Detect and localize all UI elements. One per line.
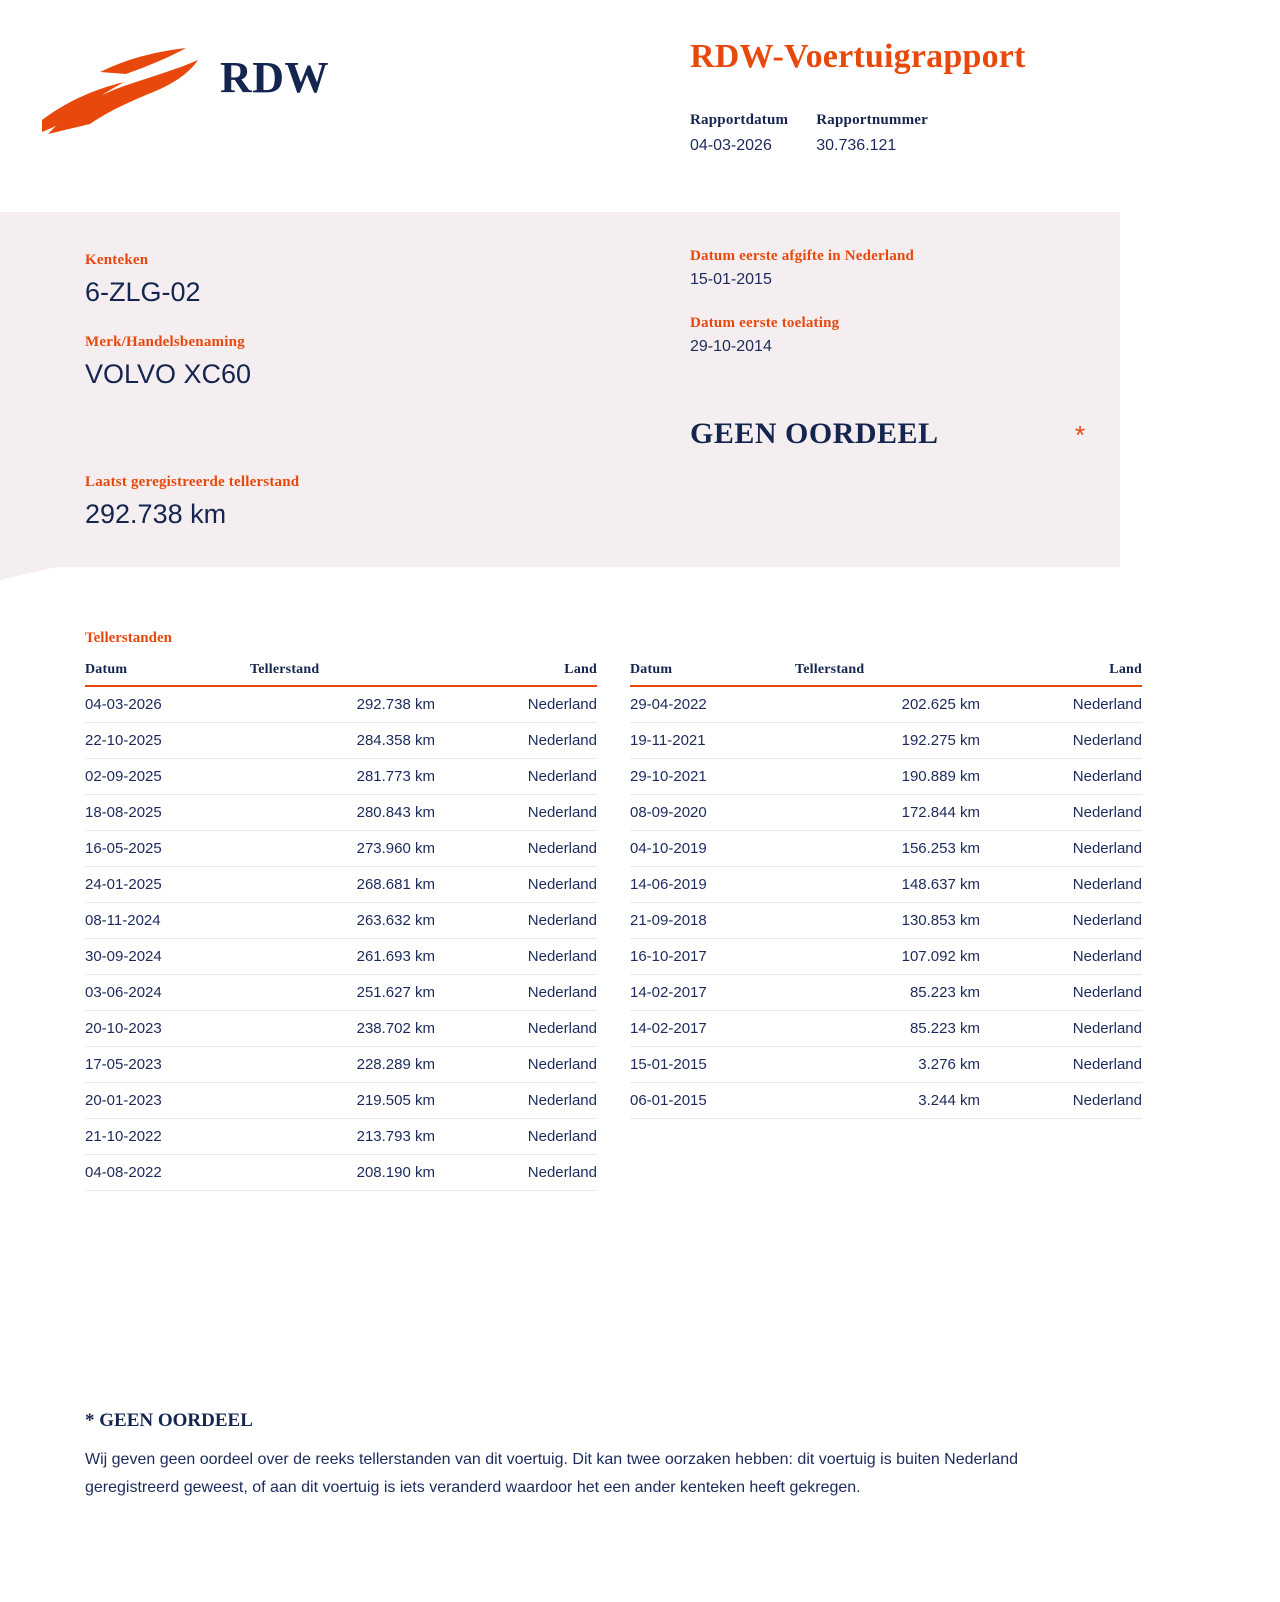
cell-date: 21-09-2018 [630, 903, 795, 939]
column-header-mileage: Tellerstand [795, 662, 1042, 686]
page-title: RDW-Voertuigrapport [690, 38, 1026, 75]
table-row [85, 867, 597, 903]
cell-mileage: 292.738 km [250, 686, 497, 723]
table-row [630, 867, 1142, 903]
report-meta [690, 112, 956, 155]
cell-mileage: 261.693 km [250, 939, 497, 975]
cell-date: 03-06-2024 [85, 975, 250, 1011]
cell-country: Nederland [1042, 975, 1142, 1011]
cell-country: Nederland [1042, 1011, 1142, 1047]
report-date-label: Rapportdatum [690, 112, 789, 128]
cell-mileage: 208.190 km [250, 1155, 497, 1191]
last-mileage-label: Laatst geregistreerde tellerstand [85, 474, 300, 490]
cell-country: Nederland [497, 1083, 597, 1119]
table-row [85, 939, 597, 975]
column-header-date: Datum [85, 662, 250, 686]
table-row [85, 903, 597, 939]
table-row [85, 831, 597, 867]
column-header-date: Datum [630, 662, 795, 686]
cell-country: Nederland [1042, 939, 1142, 975]
cell-date: 15-01-2015 [630, 1047, 795, 1083]
cell-date: 21-10-2022 [85, 1119, 250, 1155]
cell-country: Nederland [497, 795, 597, 831]
cell-mileage: 130.853 km [795, 903, 1042, 939]
cell-date: 29-04-2022 [630, 686, 795, 723]
footnote-title: * GEEN OORDEEL [85, 1410, 253, 1431]
cell-mileage: 284.358 km [250, 723, 497, 759]
cell-mileage: 219.505 km [250, 1083, 497, 1119]
table-row [630, 1083, 1142, 1119]
first-issue-nl-value: 15-01-2015 [690, 271, 772, 288]
cell-mileage: 148.637 km [795, 867, 1042, 903]
report-header [0, 0, 1280, 200]
verdict-badge: GEEN OORDEEL [690, 417, 939, 450]
last-mileage-block [85, 474, 299, 530]
cell-mileage: 280.843 km [250, 795, 497, 831]
table-row [85, 723, 597, 759]
table-row [85, 1011, 597, 1047]
cell-mileage: 273.960 km [250, 831, 497, 867]
cell-date: 14-02-2017 [630, 1011, 795, 1047]
mileage-table-left [85, 662, 597, 1191]
mileage-table-right [630, 662, 1142, 1119]
table-row [630, 903, 1142, 939]
cell-mileage: 3.276 km [795, 1047, 1042, 1083]
cell-mileage: 190.889 km [795, 759, 1042, 795]
table-row [630, 939, 1142, 975]
cell-date: 08-11-2024 [85, 903, 250, 939]
table-row [630, 723, 1142, 759]
table-row [85, 795, 597, 831]
brand-value: VOLVO XC60 [85, 359, 252, 389]
table-row [85, 686, 597, 723]
vehicle-info-panel [0, 212, 1120, 567]
footnote-body: Wij geven geen oordeel over de reeks tellerstanden van dit voertuig. Dit kan twee oorzaken hebben: dit voertuig is buiten Nederland geregistreerd geweest, of aan dit voertuig is iets veranderd waardoor het een ander kenteken heeft gekregen. [85, 1451, 1019, 1496]
cell-mileage: 268.681 km [250, 867, 497, 903]
first-admission-value: 29-10-2014 [690, 338, 772, 355]
cell-mileage: 85.223 km [795, 1011, 1042, 1047]
cell-country: Nederland [497, 1155, 597, 1191]
cell-country: Nederland [1042, 759, 1142, 795]
cell-mileage: 213.793 km [250, 1119, 497, 1155]
cell-mileage: 238.702 km [250, 1011, 497, 1047]
cell-date: 08-09-2020 [630, 795, 795, 831]
table-row [630, 1047, 1142, 1083]
cell-mileage: 251.627 km [250, 975, 497, 1011]
rdw-wordmark: RDW [220, 53, 330, 102]
cell-date: 02-09-2025 [85, 759, 250, 795]
first-admission-label: Datum eerste toelating [690, 315, 840, 331]
cell-country: Nederland [497, 939, 597, 975]
cell-mileage: 85.223 km [795, 975, 1042, 1011]
cell-country: Nederland [497, 1047, 597, 1083]
table-row [85, 1083, 597, 1119]
cell-country: Nederland [497, 759, 597, 795]
table-row [85, 1119, 597, 1155]
cell-mileage: 192.275 km [795, 723, 1042, 759]
cell-country: Nederland [1042, 723, 1142, 759]
column-header-country: Land [497, 662, 597, 686]
cell-country: Nederland [1042, 867, 1142, 903]
table-header-row [630, 662, 1142, 686]
cell-date: 20-01-2023 [85, 1083, 250, 1119]
footnote [85, 1410, 1085, 1502]
cell-date: 22-10-2025 [85, 723, 250, 759]
cell-mileage: 228.289 km [250, 1047, 497, 1083]
vehicle-identity-column [85, 252, 585, 390]
license-plate-value: 6-ZLG-02 [85, 277, 201, 307]
column-header-mileage: Tellerstand [250, 662, 497, 686]
cell-date: 16-05-2025 [85, 831, 250, 867]
report-number-block [816, 112, 928, 155]
cell-country: Nederland [497, 975, 597, 1011]
rdw-feather-logo-icon [40, 42, 205, 137]
cell-country: Nederland [1042, 903, 1142, 939]
cell-date: 04-10-2019 [630, 831, 795, 867]
cell-mileage: 172.844 km [795, 795, 1042, 831]
cell-country: Nederland [1042, 795, 1142, 831]
report-number-label: Rapportnummer [816, 112, 929, 128]
cell-country: Nederland [1042, 1083, 1142, 1119]
license-plate-label: Kenteken [85, 252, 149, 268]
cell-mileage: 202.625 km [795, 686, 1042, 723]
table-row [630, 686, 1142, 723]
cell-country: Nederland [497, 686, 597, 723]
cell-date: 06-01-2015 [630, 1083, 795, 1119]
cell-date: 29-10-2021 [630, 759, 795, 795]
cell-date: 14-02-2017 [630, 975, 795, 1011]
cell-date: 20-10-2023 [85, 1011, 250, 1047]
cell-date: 04-03-2026 [85, 686, 250, 723]
cell-mileage: 281.773 km [250, 759, 497, 795]
table-row [85, 1155, 597, 1191]
cell-country: Nederland [1042, 831, 1142, 867]
cell-date: 04-08-2022 [85, 1155, 250, 1191]
report-number-value: 30.736.121 [816, 137, 897, 154]
table-row [85, 975, 597, 1011]
first-issue-nl-label: Datum eerste afgifte in Nederland [690, 248, 915, 264]
report-date-block [690, 112, 788, 155]
cell-mileage: 107.092 km [795, 939, 1042, 975]
brand-label: Merk/Handelsbenaming [85, 334, 245, 350]
cell-date: 24-01-2025 [85, 867, 250, 903]
table-row [630, 759, 1142, 795]
cell-country: Nederland [497, 867, 597, 903]
last-mileage-value: 292.738 km [85, 499, 227, 529]
mileage-table-title: Tellerstanden [85, 630, 172, 646]
verdict-asterisk: * [1075, 420, 1086, 450]
cell-mileage: 263.632 km [250, 903, 497, 939]
cell-date: 14-06-2019 [630, 867, 795, 903]
cell-country: Nederland [497, 1119, 597, 1155]
cell-date: 19-11-2021 [630, 723, 795, 759]
column-header-country: Land [1042, 662, 1142, 686]
cell-country: Nederland [497, 723, 597, 759]
cell-country: Nederland [497, 831, 597, 867]
cell-country: Nederland [1042, 1047, 1142, 1083]
table-row [630, 795, 1142, 831]
rdw-logo [40, 30, 340, 140]
cell-date: 30-09-2024 [85, 939, 250, 975]
report-date-value: 04-03-2026 [690, 137, 772, 154]
cell-date: 17-05-2023 [85, 1047, 250, 1083]
cell-country: Nederland [497, 903, 597, 939]
cell-mileage: 156.253 km [795, 831, 1042, 867]
cell-country: Nederland [1042, 686, 1142, 723]
vehicle-dates-column [690, 248, 1110, 356]
table-row [85, 1047, 597, 1083]
table-row [630, 975, 1142, 1011]
table-row [630, 831, 1142, 867]
table-row [630, 1011, 1142, 1047]
cell-date: 18-08-2025 [85, 795, 250, 831]
cell-date: 16-10-2017 [630, 939, 795, 975]
cell-mileage: 3.244 km [795, 1083, 1042, 1119]
cell-country: Nederland [497, 1011, 597, 1047]
table-header-row [85, 662, 597, 686]
table-row [85, 759, 597, 795]
